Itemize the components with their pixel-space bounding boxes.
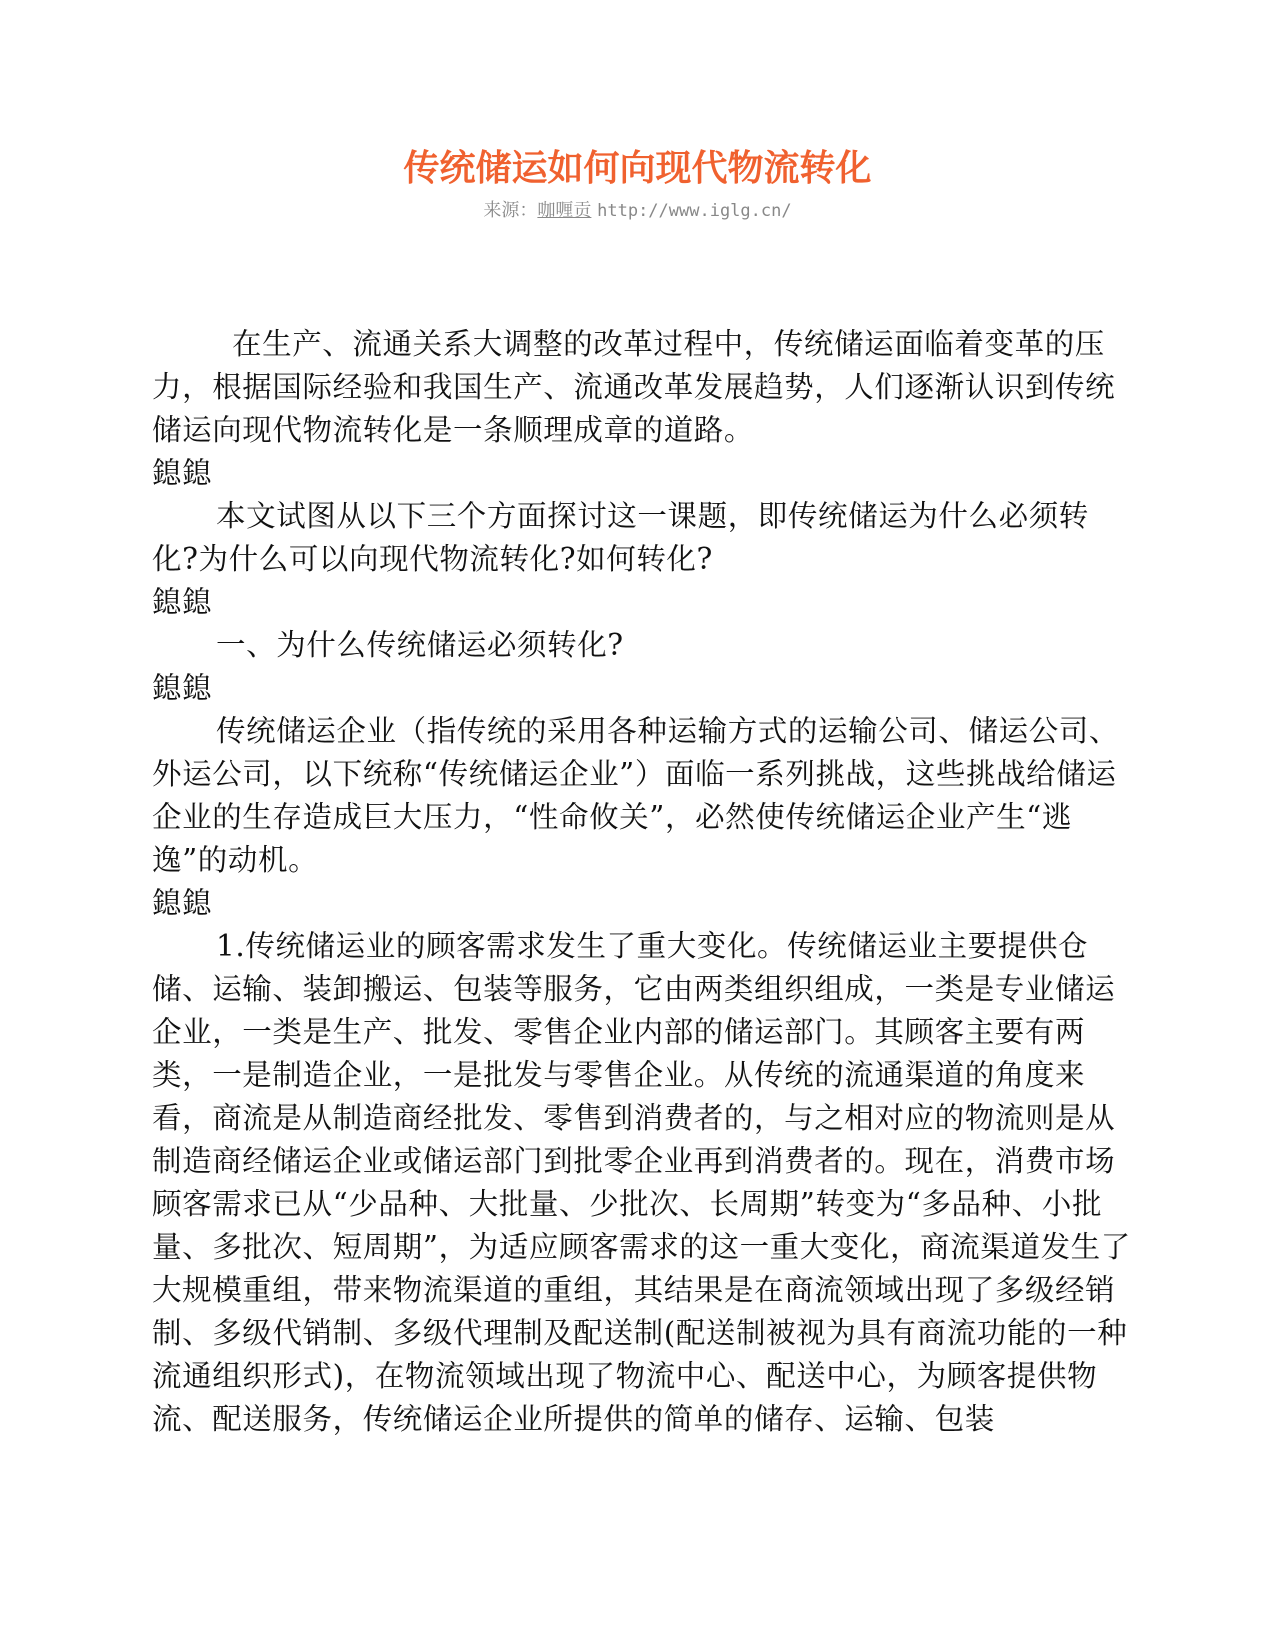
paragraph-challenges: 传统储运企业（指传统的采用各种运输方式的运输公司、储运公司、外运公司，以下统称“传统储运企业”）面临一系列挑战，这些挑战给储运企业的生存造成巨大压力，“性命攸关”，必然使传统储运企业产生“逃逸”的动机。: [152, 714, 1120, 877]
filler-line: 鎴鎴: [152, 886, 213, 920]
paragraph-point-1: 1.传统储运业的顾客需求发生了重大变化。传统储运业主要提供仓储、运输、装卸搬运、包装等服务，它由两类组织组成，一类是专业储运企业，一类是生产、批发、零售企业内部的储运部门。其顾客主要有两类，一是制造企业，一是批发与零售企业。从传统的流通渠道的角度来看，商流是从制造商经批发、零售到消费者的，与之相对应的物流则是从制造商经储运企业或储运部门到批零企业再到消费者的。现在，消费市场顾客需求已从“少品种、大批量、少批次、长周期”转变为“多品种、小批量、多批次、短周期”，为适应顾客需求的这一重大变化，商流渠道发生了大规模重组，带来物流渠道的重组，其结果是在商流领域出现了多级经销制、多级代销制、多级代理制及配送制(配送制被视为具有商流功能的一种流通组织形式)，在物流领域出现了物流中心、配送中心，为顾客提供物流、配送服务，传统储运企业所提供的简单的储存、运输、包装: [152, 929, 1131, 1436]
filler-line: 鎴鎴: [152, 456, 213, 490]
document-title: 传统储运如何向现代物流转化: [403, 147, 872, 189]
paragraph-scope: 本文试图从以下三个方面探讨这一课题，即传统储运为什么必须转化?为什么可以向现代物流转化?如何转化?: [152, 499, 1089, 576]
paragraph-intro: 在生产、流通关系大调整的改革过程中，传统储运面临着变革的压力，根据国际经验和我国生产、流通改革发展趋势，人们逐渐认识到传统储运向现代物流转化是一条顺理成章的道路。: [152, 327, 1116, 447]
filler-line: 鎴鎴: [152, 585, 213, 619]
article-body: [152, 323, 1132, 1441]
filler-line: 鎴鎴: [152, 671, 213, 705]
source-link[interactable]: 咖喱贡: [537, 200, 592, 221]
source-url[interactable]: http://www.iglg.cn/: [597, 201, 792, 221]
source-prefix: 来源：: [483, 200, 538, 221]
section-heading: 一、为什么传统储运必须转化?: [216, 628, 624, 662]
source-line: [0, 199, 1275, 223]
